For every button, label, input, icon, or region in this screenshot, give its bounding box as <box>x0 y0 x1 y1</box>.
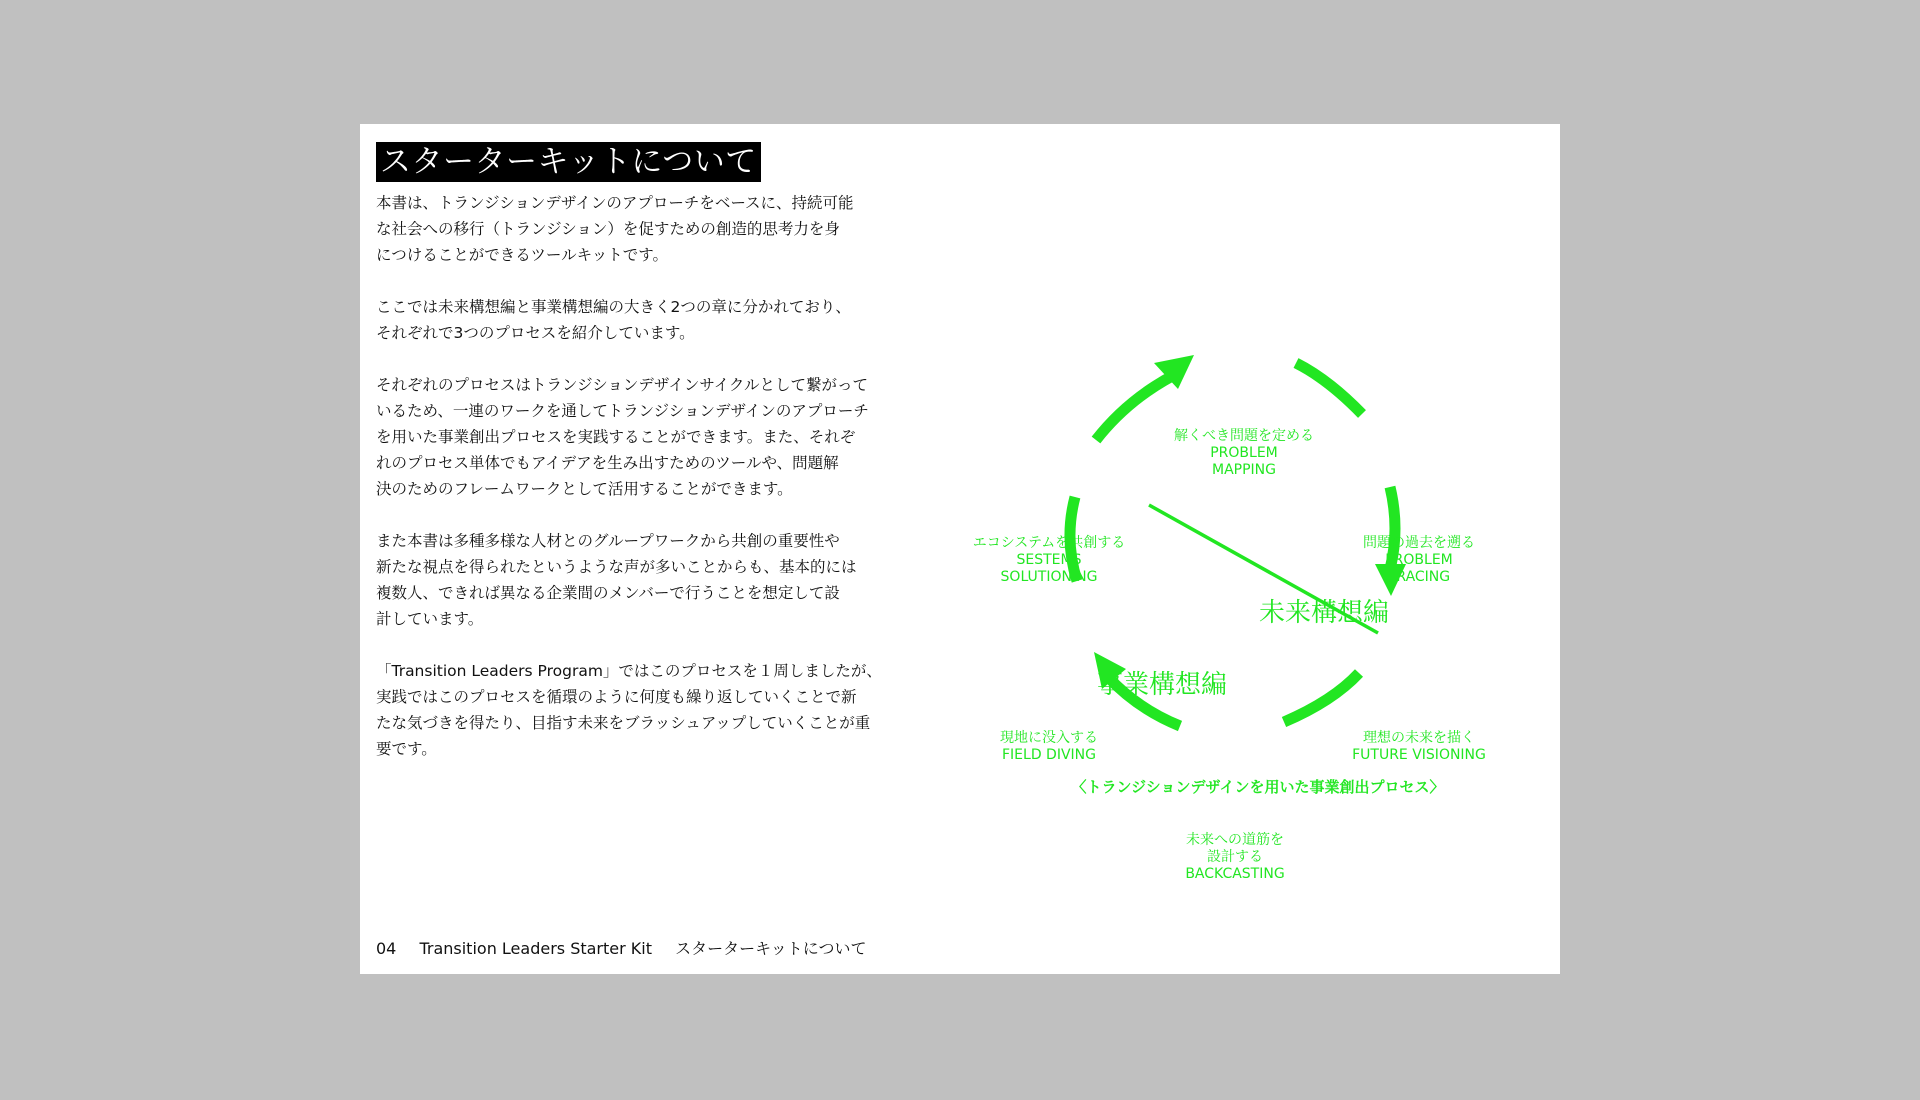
node-visioning-jp: 理想の未来を描く <box>1363 730 1475 746</box>
cycle-arrow-to-mapping <box>1096 374 1176 440</box>
diagram-caption: 〈トランジションデザインを用いた事業創出プロセス〉 <box>1071 778 1445 796</box>
cycle-arc-visioning-backcasting <box>1284 673 1359 722</box>
page-footer <box>376 938 884 960</box>
paragraph-5: 「Transition Leaders Program」ではこのプロセスを１周しましたが、 実践ではこのプロセスを循環のように何度も繰り返していくことで新 たな気づきを得たり、目指す未来をブラッシュアップしていくことが重 要です。 <box>376 662 882 758</box>
node-mapping-en-2: MAPPING <box>1212 462 1276 478</box>
paragraph-1: 本書は、トランジションデザインのアプローチをベースに、持続可能 な社会への移行（トランジション）を促すための創造的思考力を身 につけることができるツールキットです。 <box>376 194 854 264</box>
label-business-vision: 事業構想編 <box>1096 670 1228 700</box>
node-mapping-en-1: PROBLEM <box>1210 445 1278 461</box>
book-title: Transition Leaders Starter Kit <box>419 939 652 958</box>
node-backcasting-jp-2: 設計する <box>1207 849 1263 865</box>
node-backcasting-en-1: BACKCASTING <box>1185 866 1285 882</box>
section-title: スターターキットについて <box>675 939 867 958</box>
paragraph-4: また本書は多種多様な人材とのグループワークから共創の重要性や 新たな視点を得られたというような声が多いことからも、基本的には 複数人、できれば異なる企業間のメンバーで行うことを想定して設 計しています。 <box>376 532 857 628</box>
node-solutioning-en-1: SESTEMS <box>1016 552 1082 568</box>
node-field-diving-en-1: FIELD DIVING <box>1002 747 1096 763</box>
node-field-diving-jp: 現地に没入する <box>1000 730 1098 746</box>
node-backcasting-jp: 未来への道筋を <box>1186 832 1284 848</box>
page-number: 04 <box>376 939 397 958</box>
paragraph-2: ここでは未来構想編と事業構想編の大きく2つの章に分かれており、 それぞれで3つのプロセスを紹介しています。 <box>376 298 851 342</box>
diagram-caption-wrap <box>978 777 1538 797</box>
cycle-arc-mapping-tracing <box>1296 363 1362 414</box>
paragraph-3: それぞれのプロセスはトランジションデザインサイクルとして繋がって いるため、一連のワークを通してトランジションデザインのアプローチ を用いた事業創出プロセスを実践することができます。また、それぞ れのプロセス単体でもアイデアを生み出すためのツールや、問題解 決のためのフレームワークとして活用することができます。 <box>376 376 869 498</box>
page-title: スターターキットについて <box>376 142 761 182</box>
body-text <box>376 190 968 788</box>
node-solutioning-jp: エコシステムを共創する <box>972 535 1126 551</box>
node-tracing-en-2: TRACING <box>1387 569 1451 585</box>
node-tracing-en-1: PROBLEM <box>1385 552 1453 568</box>
node-solutioning-en-2: SOLUTIONING <box>1000 569 1098 585</box>
node-mapping-jp: 解くべき問題を定める <box>1174 428 1314 444</box>
node-tracing-jp: 問題の過去を遡る <box>1363 535 1475 551</box>
label-future-vision: 未来構想編 <box>1258 598 1390 628</box>
node-visioning-en-1: FUTURE VISIONING <box>1352 747 1486 763</box>
document-page <box>360 124 1560 974</box>
